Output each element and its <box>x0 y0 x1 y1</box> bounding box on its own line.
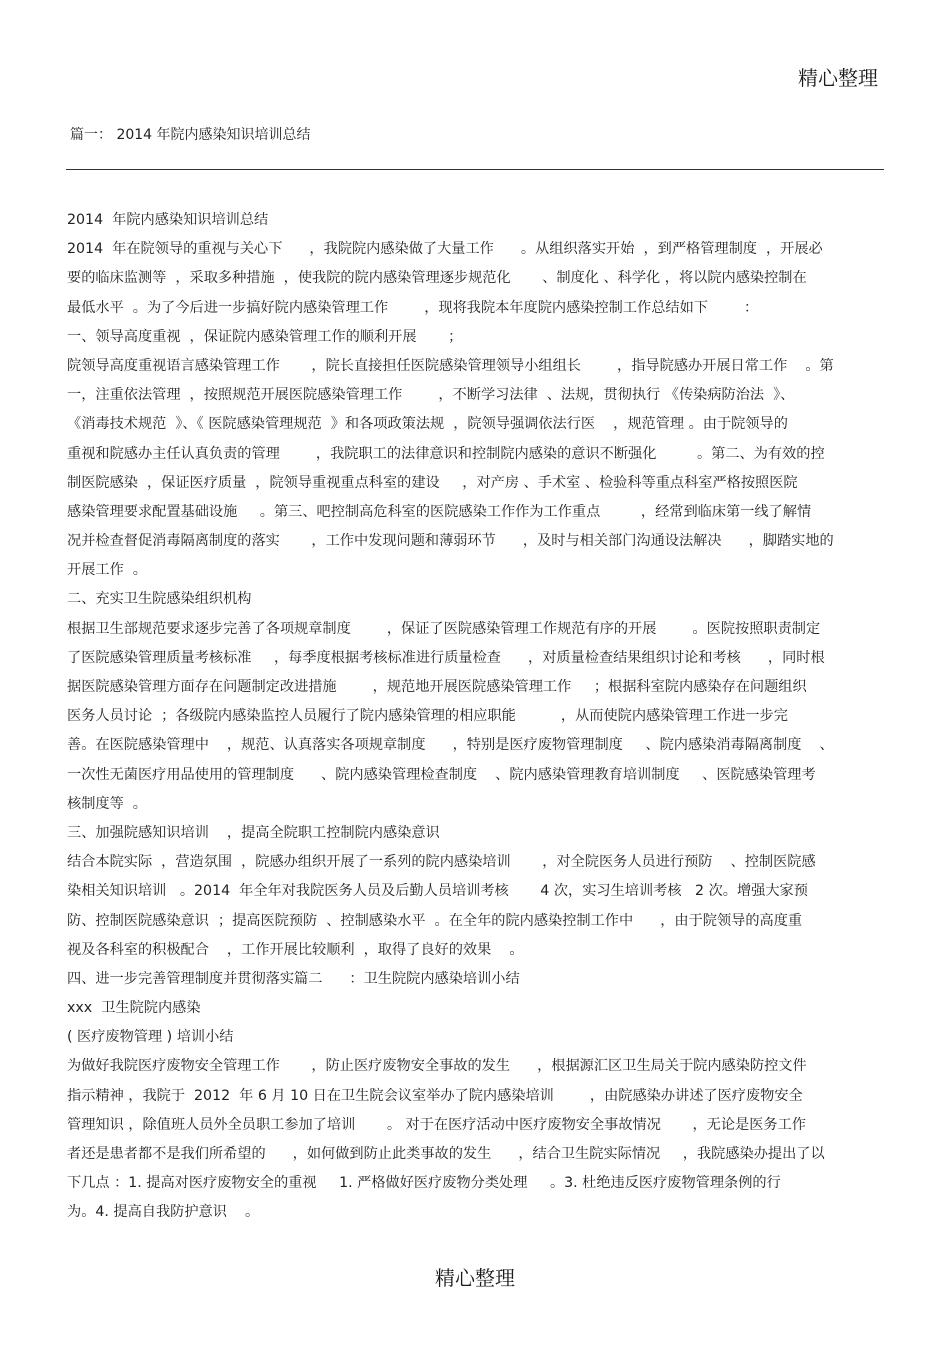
body-line: 最低水平 。为了今后进一步搞好院内感染管理工作 ，现将我院本年度院内感染控制工作总结如下 ： <box>67 299 759 316</box>
body-line: 视及各科室的积极配合 ，工作开展比较顺利 ，取得了良好的效果 。 <box>67 941 524 958</box>
body-line: 者还是患者都不是我们所希望的 ，如何做到防止此类事故的发生 ，结合卫生院实际情况 ，我院感染办提出了以 <box>67 1146 825 1162</box>
document-body <box>67 206 879 1228</box>
body-line: 感染管理要求配置基础设施 。第三、吧控制高危科室的医院感染工作作为工作重点 ，经常到临床第一线了解情 <box>67 503 812 520</box>
body-line: 况并检查督促消毒隔离制度的落实 ，工作中发现问题和薄弱环节 ，及时与相关部门沟通设法解决 ，脚踏实地的 <box>67 533 834 550</box>
body-line: 四、进一步完善管理制度并贯彻落实篇二 ：卫生院院内感染培训小结 <box>67 970 520 987</box>
body-line: 2014 年院内感染知识培训总结 <box>67 212 269 228</box>
body-line: 染相关知识培训 。2014 年全年对我院医务人员及后勤人员培训考核 4 次，实习生培训考核 2 次。增强大家预 <box>67 883 808 900</box>
body-line: 根据卫生部规范要求逐步完善了各项规章制度 ，保证了医院感染管理工作规范有序的开展 。医院按照职责制定 <box>67 620 821 637</box>
body-line: 制医院感染 ，保证医疗质量 ，院领导重视重点科室的建设 ，对产房 、手术室 、检验科等重点科室严格按照医院 <box>67 474 798 491</box>
body-line: 医务人员讨论 ；各级院内感染监控人员履行了院内感染管理的相应职能 ，从而使院内感染管理工作进一步完 <box>67 708 788 725</box>
body-line: 要的临床监测等 ，采取多种措施 ，使我院的院内感染管理逐步规范化 、制度化 、科学化 ，将以院内感染控制在 <box>67 270 807 287</box>
body-line: 二、充实卫生院感染组织机构 <box>67 591 252 608</box>
body-line: 三、加强院感知识培训 ，提高全院职工控制院内感染意识 <box>67 824 440 841</box>
horizontal-divider <box>66 169 884 170</box>
body-line: 核制度等 。 <box>67 795 147 812</box>
body-line: 为。4. 提高自我防护意识 。 <box>67 1204 260 1221</box>
page-header-title: 精心整理 <box>798 66 878 90</box>
body-line: 《消毒技术规范 》、《 医院感染管理规范 》和各项政策法规 ，院领导强调依法行医 ，规范管理 。由于院领导的 <box>67 416 788 433</box>
page-footer-title: 精心整理 <box>435 1266 515 1290</box>
document-heading: 篇一： 2014 年院内感染知识培训总结 <box>70 127 311 143</box>
body-line: 开展工作 。 <box>67 562 147 579</box>
body-line: 结合本院实际 ，营造氛围 ，院感办组织开展了一系列的院内感染培训 ，对全院医务人员进行预防 、控制医院感 <box>67 854 816 871</box>
body-line: 防、控制医院感染意识 ；提高医院预防 、控制感染水平 。在全年的院内感染控制工作中 ，由于院领导的高度重 <box>67 912 803 929</box>
body-line: ( 医疗废物管理 ) 培训小结 <box>67 1029 234 1046</box>
body-line: 一、领导高度重视 ，保证院内感染管理工作的顺利开展 ； <box>67 328 463 345</box>
body-line: 一，注重依法管理 ，按照规范开展医院感染管理工作 ，不断学习法律 、法规，贯彻执行 《传染病防治法 》、 <box>67 387 795 404</box>
body-line: 一次性无菌医疗用品使用的管理制度 、院内感染管理检查制度 、院内感染管理教育培训制度 、医院感染管理考 <box>67 766 816 783</box>
body-line: 院领导高度重视语言感染管理工作 ，院长直接担任医院感染管理领导小组组长 ，指导院感办开展日常工作 。第 <box>67 357 834 374</box>
body-line: 2014 年在院领导的重视与关心下 ，我院院内感染做了大量工作 。从组织落实开始 ，到严格管理制度 ，开展必 <box>67 241 823 258</box>
body-line: 据医院感染管理方面存在问题制定改进措施 ，规范地开展医院感染管理工作 ；根据科室院内感染存在问题组织 <box>67 679 807 695</box>
body-line: 为做好我院医疗废物安全管理工作 ，防止医疗废物安全事故的发生 ，根据源汇区卫生局关于院内感染防控文件 <box>67 1058 807 1075</box>
body-line: 管理知识 ，除值班人员外全员职工参加了培训 。 对于在医疗活动中医疗废物安全事故情况 ，无论是医务工作 <box>67 1116 806 1133</box>
body-line: 重视和院感办主任认真负责的管理 ，我院职工的法律意识和控制院内感染的意识不断强化 。第二、为有效的控 <box>67 445 825 462</box>
body-line: 下几点 ：1. 提高对医疗废物安全的重视 1. 严格做好医疗废物分类处理 。3. 杜绝违反医疗废物管理条例的行 <box>67 1175 781 1192</box>
body-line: 善。在医院感染管理中 ，规范、认真落实各项规章制度 ，特别是医疗废物管理制度 、院内感染消毒隔离制度 、 <box>67 737 834 754</box>
body-line: 了医院感染管理质量考核标准 ，每季度根据考核标准进行质量检查 ，对质量检查结果组织讨论和考核 ，同时根 <box>67 649 825 666</box>
body-line: xxx 卫生院院内感染 <box>67 1000 201 1017</box>
body-line: 指示精神 ，我院于 2012 年 6 月 10 日在卫生院会议室举办了院内感染培训 ，由院感染办讲述了医疗废物安全 <box>67 1087 803 1104</box>
